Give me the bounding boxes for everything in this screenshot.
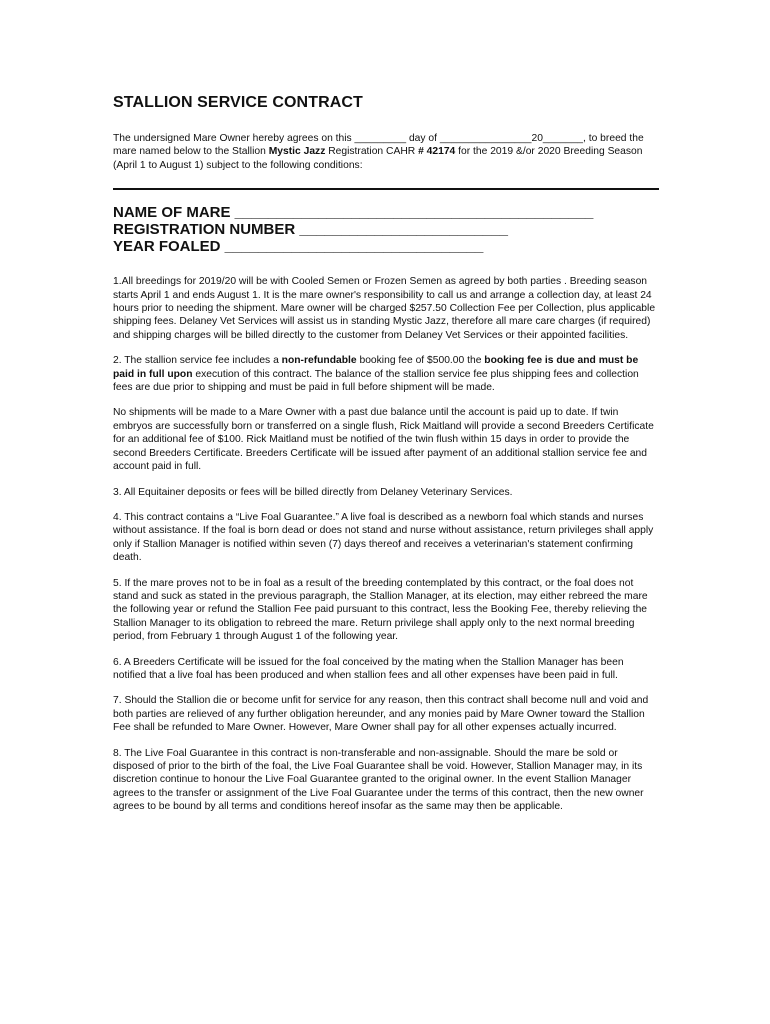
clause-2 xyxy=(113,354,659,394)
clause-2-text-e: execution of this contract. The balance of the stallion service fee plus shipping fees and collection fees are due prior to shipping and must be paid in full before shipment will be made. xyxy=(113,368,639,394)
clause-2-non-refundable: non-refundable xyxy=(281,355,357,367)
intro-text-1: The undersigned Mare Owner hereby agrees on this _________ day of ________________20_______, to breed the mare named below to the Stallion xyxy=(113,133,644,158)
stallion-name: Mystic Jazz xyxy=(268,146,326,158)
year-foaled-field[interactable]: YEAR FOALED _______________________________ xyxy=(113,238,484,256)
clause-2-shipments: No shipments will be made to a Mare Owner with a past due balance until the account is paid up to date. If twin embryos are successfully born or transferred on a single flush, Rick Maitland will provide a second Breeders Certificate for an additional fee of $100. Rick Maitland must be notified of the twin flush within 15 days in order to provide the second Breeders Certificate. Breeders Certificate will be issued after payment of an additional stallion service fee and account paid in full. xyxy=(113,407,654,473)
clause-6: 6. A Breeders Certificate will be issued for the foal conceived by the mating when the Stallion Manager has been notified that a live foal has been produced and when stallion fees and all other expenses have been paid in full. xyxy=(113,656,624,681)
page-title: STALLION SERVICE CONTRACT xyxy=(113,94,363,111)
document-body xyxy=(113,94,659,826)
clause-2-booking-due: booking fee is due and must be paid in full upon xyxy=(113,355,639,380)
intro-text-2: Registration CAHR xyxy=(325,146,419,158)
intro-text-3: for the 2019 &/or 2020 Breeding Season (April 1 to August 1) subject to the following conditions: xyxy=(113,146,643,171)
clause-3: 3. All Equitainer deposits or fees will be billed directly from Delaney Veterinary Services. xyxy=(113,486,513,498)
name-of-mare-field[interactable]: NAME OF MARE ___________________________________________ xyxy=(113,204,594,222)
registration-number-field[interactable]: REGISTRATION NUMBER _________________________ xyxy=(113,221,508,239)
registration-code: # 42174 xyxy=(418,146,456,158)
clause-7: 7. Should the Stallion die or become unfit for service for any reason, then this contract shall become null and void and both parties are relieved of any further obligation hereunder, and any monies paid by Mare Owner toward the Stallion Fee shall be refunded to Mare Owner. However, Mare Owner shall pay for all other expenses actually incurred. xyxy=(113,695,649,734)
clause-8: 8. The Live Foal Guarantee in this contract is non-transferable and non-assignable. Should the mare be sold or disposed of prior to the birth of the foal, the Live Foal Guarantee shall be void. However, Stallion Manager may, in its discretion continue to honour the Live Foal Guarantee granted to the original owner. In the event Stallion Manager agrees to the transfer or assignment of the Live Foal Guarantee under the terms of this contract, then the new owner agrees to be bound by all terms and conditions hereof insofar as the same may then be applicable. xyxy=(113,747,644,813)
clause-4: 4. This contract contains a “Live Foal Guarantee.” A live foal is described as a newborn foal which stands and nurses without assistance. If the foal is born dead or does not stand and nurse without assistance, return privileges shall apply only if Stallion Manager is notified within seven (7) days thereof and receives a veterinarian's statement confirming death. xyxy=(113,511,654,564)
intro-paragraph xyxy=(113,132,659,172)
clause-2-text-c: booking fee of $500.00 the xyxy=(356,355,485,367)
mare-fields xyxy=(113,204,659,255)
divider-rule xyxy=(113,188,659,190)
clause-1: 1.All breedings for 2019/20 will be with Cooled Semen or Frozen Semen as agreed by both parties . Breeding season starts April 1 and ends August 1. It is the mare owner's responsibility to call us and arrange a collection day, at least 24 hours prior to needing the shipment. Mare owner will be charged $257.50 Collection Fee per Collection, plus applicable shipping fees. Delaney Vet Services will assist us in standing Mystic Jazz, therefore all mare care charges (if required) and shipping charges will be billed directly to the customer from Delaney Vet Services or their appointed facilities. xyxy=(113,276,656,341)
clause-2-text-a: 2. The stallion service fee includes a xyxy=(113,355,282,367)
clause-5: 5. If the mare proves not to be in foal as a result of the breeding contemplated by this contract, or the foal does not stand and suck as stated in the previous paragraph, the Stallion Manager, at its election, may either rebreed the mare the following year or refund the Stallion Fee paid pursuant to this contract, less the Booking Fee, thereby relieving the Stallion Manager to its obligation to rebreed the mare. Return privilege shall apply only to the next normal breeding period, from February 1 through August 1 of the following year. xyxy=(113,577,648,643)
